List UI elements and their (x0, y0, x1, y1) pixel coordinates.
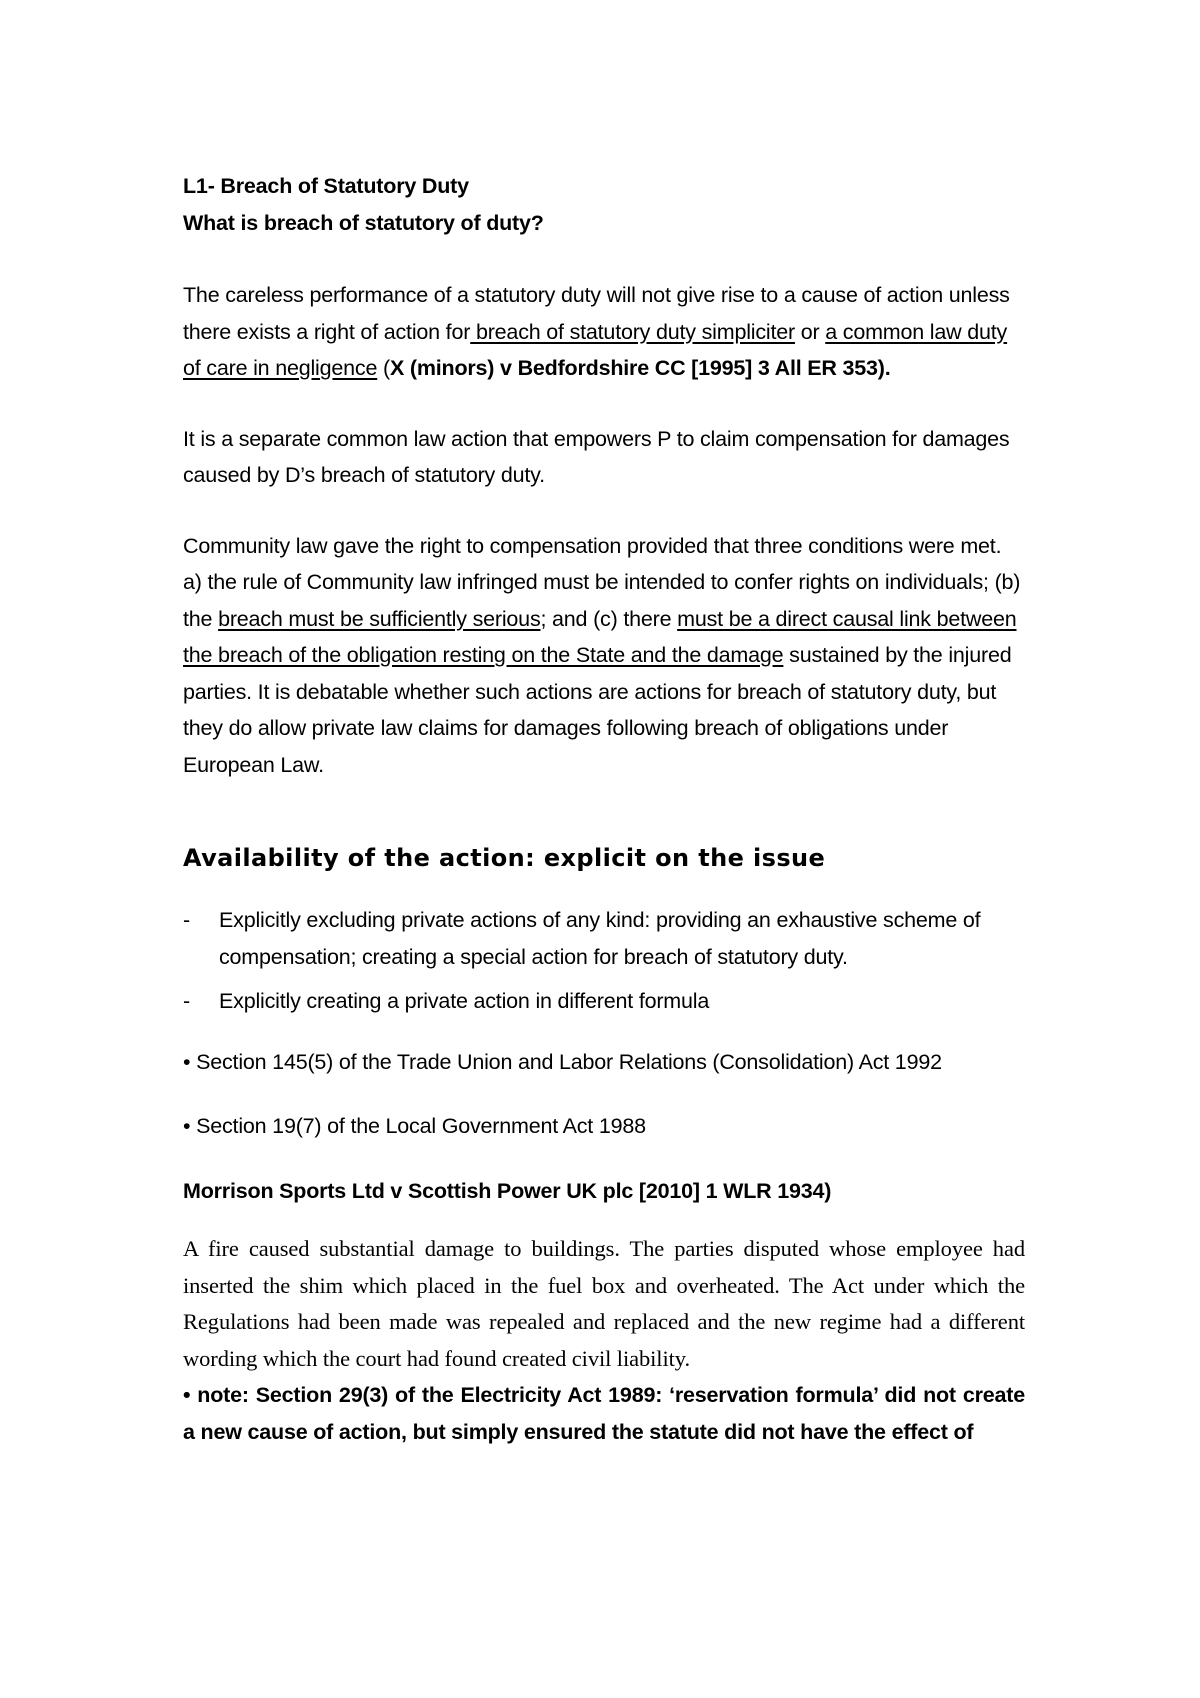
case-facts: A fire caused substantial damage to buildings. The parties disputed whose employee had inserted the shim which placed in the fuel box and overheated. The Act under which the Regulations had been made was repealed and replaced and the new regime had a different wording which the court had found created civil liability. (183, 1236, 1025, 1371)
dash-list-item: - Explicitly creating a private action in different formula (183, 983, 1025, 1020)
section-question: What is breach of statutory of duty? (183, 210, 544, 235)
paragraph-common-law-action: It is a separate common law action that empowers P to claim compensation for damages caused by D’s breach of statutory duty. (183, 426, 1010, 487)
document-body (183, 168, 1025, 1450)
paragraph-definition: The careless performance of a statutory duty will not give rise to a cause of action unless there exists a right of action for breach of statutory duty simpliciter or a common law duty of care in negligence (X (minors) v Bedfordshire CC [1995] 3 All ER 353). (183, 283, 1010, 380)
paragraph-community-law-intro: Community law gave the right to compensation provided that three conditions were met. (183, 533, 1002, 558)
note-paragraph: • note: Section 29(3) of the Electricity Act 1989: ‘reservation formula’ did not create a new cause of action, but simply ensured the statute did not have the effect of (183, 1383, 1025, 1444)
underlined-phrase: a common law duty of care in negligence (183, 319, 1008, 380)
dash-list-item: - Explicitly excluding private actions of any kind: providing an exhaustive scheme of compensation; creating a special action for breach of statutory duty. (183, 902, 1025, 975)
underlined-phrase: breach of statutory duty simpliciter (470, 319, 795, 344)
section-heading: Availability of the action: explicit on the issue (183, 844, 826, 872)
bullet-section-19: • Section 19(7) of the Local Government Act 1988 (183, 1114, 646, 1138)
case-title: Morrison Sports Ltd v Scottish Power UK plc [2010] 1 WLR 1934) (183, 1178, 832, 1203)
case-citation: X (minors) v Bedfordshire CC [1995] 3 All ER 353). (389, 356, 891, 380)
bullet-section-145: • Section 145(5) of the Trade Union and Labor Relations (Consolidation) Act 1992 (183, 1049, 942, 1074)
document-title: L1- Breach of Statutory Duty (183, 174, 469, 198)
dash-marker: - (183, 989, 190, 1013)
dash-marker: - (183, 908, 190, 932)
paragraph-community-law-conditions: a) the rule of Community law infringed must be intended to confer rights on individuals; (b) the breach must be sufficiently serious; and (c) there must be a direct causal link between the breach of the obligation resting on the State and the damage sustained by the injured parties. It is debatable whether such actions are actions for breach of statutory duty, but they do allow private law claims for damages following breach of obligations under European Law. (183, 570, 1021, 777)
underlined-phrase: breach must be sufficiently serious (218, 606, 541, 631)
underlined-phrase: must be a direct causal link between the breach of the obligation resting on the State and the damage (183, 606, 1017, 667)
